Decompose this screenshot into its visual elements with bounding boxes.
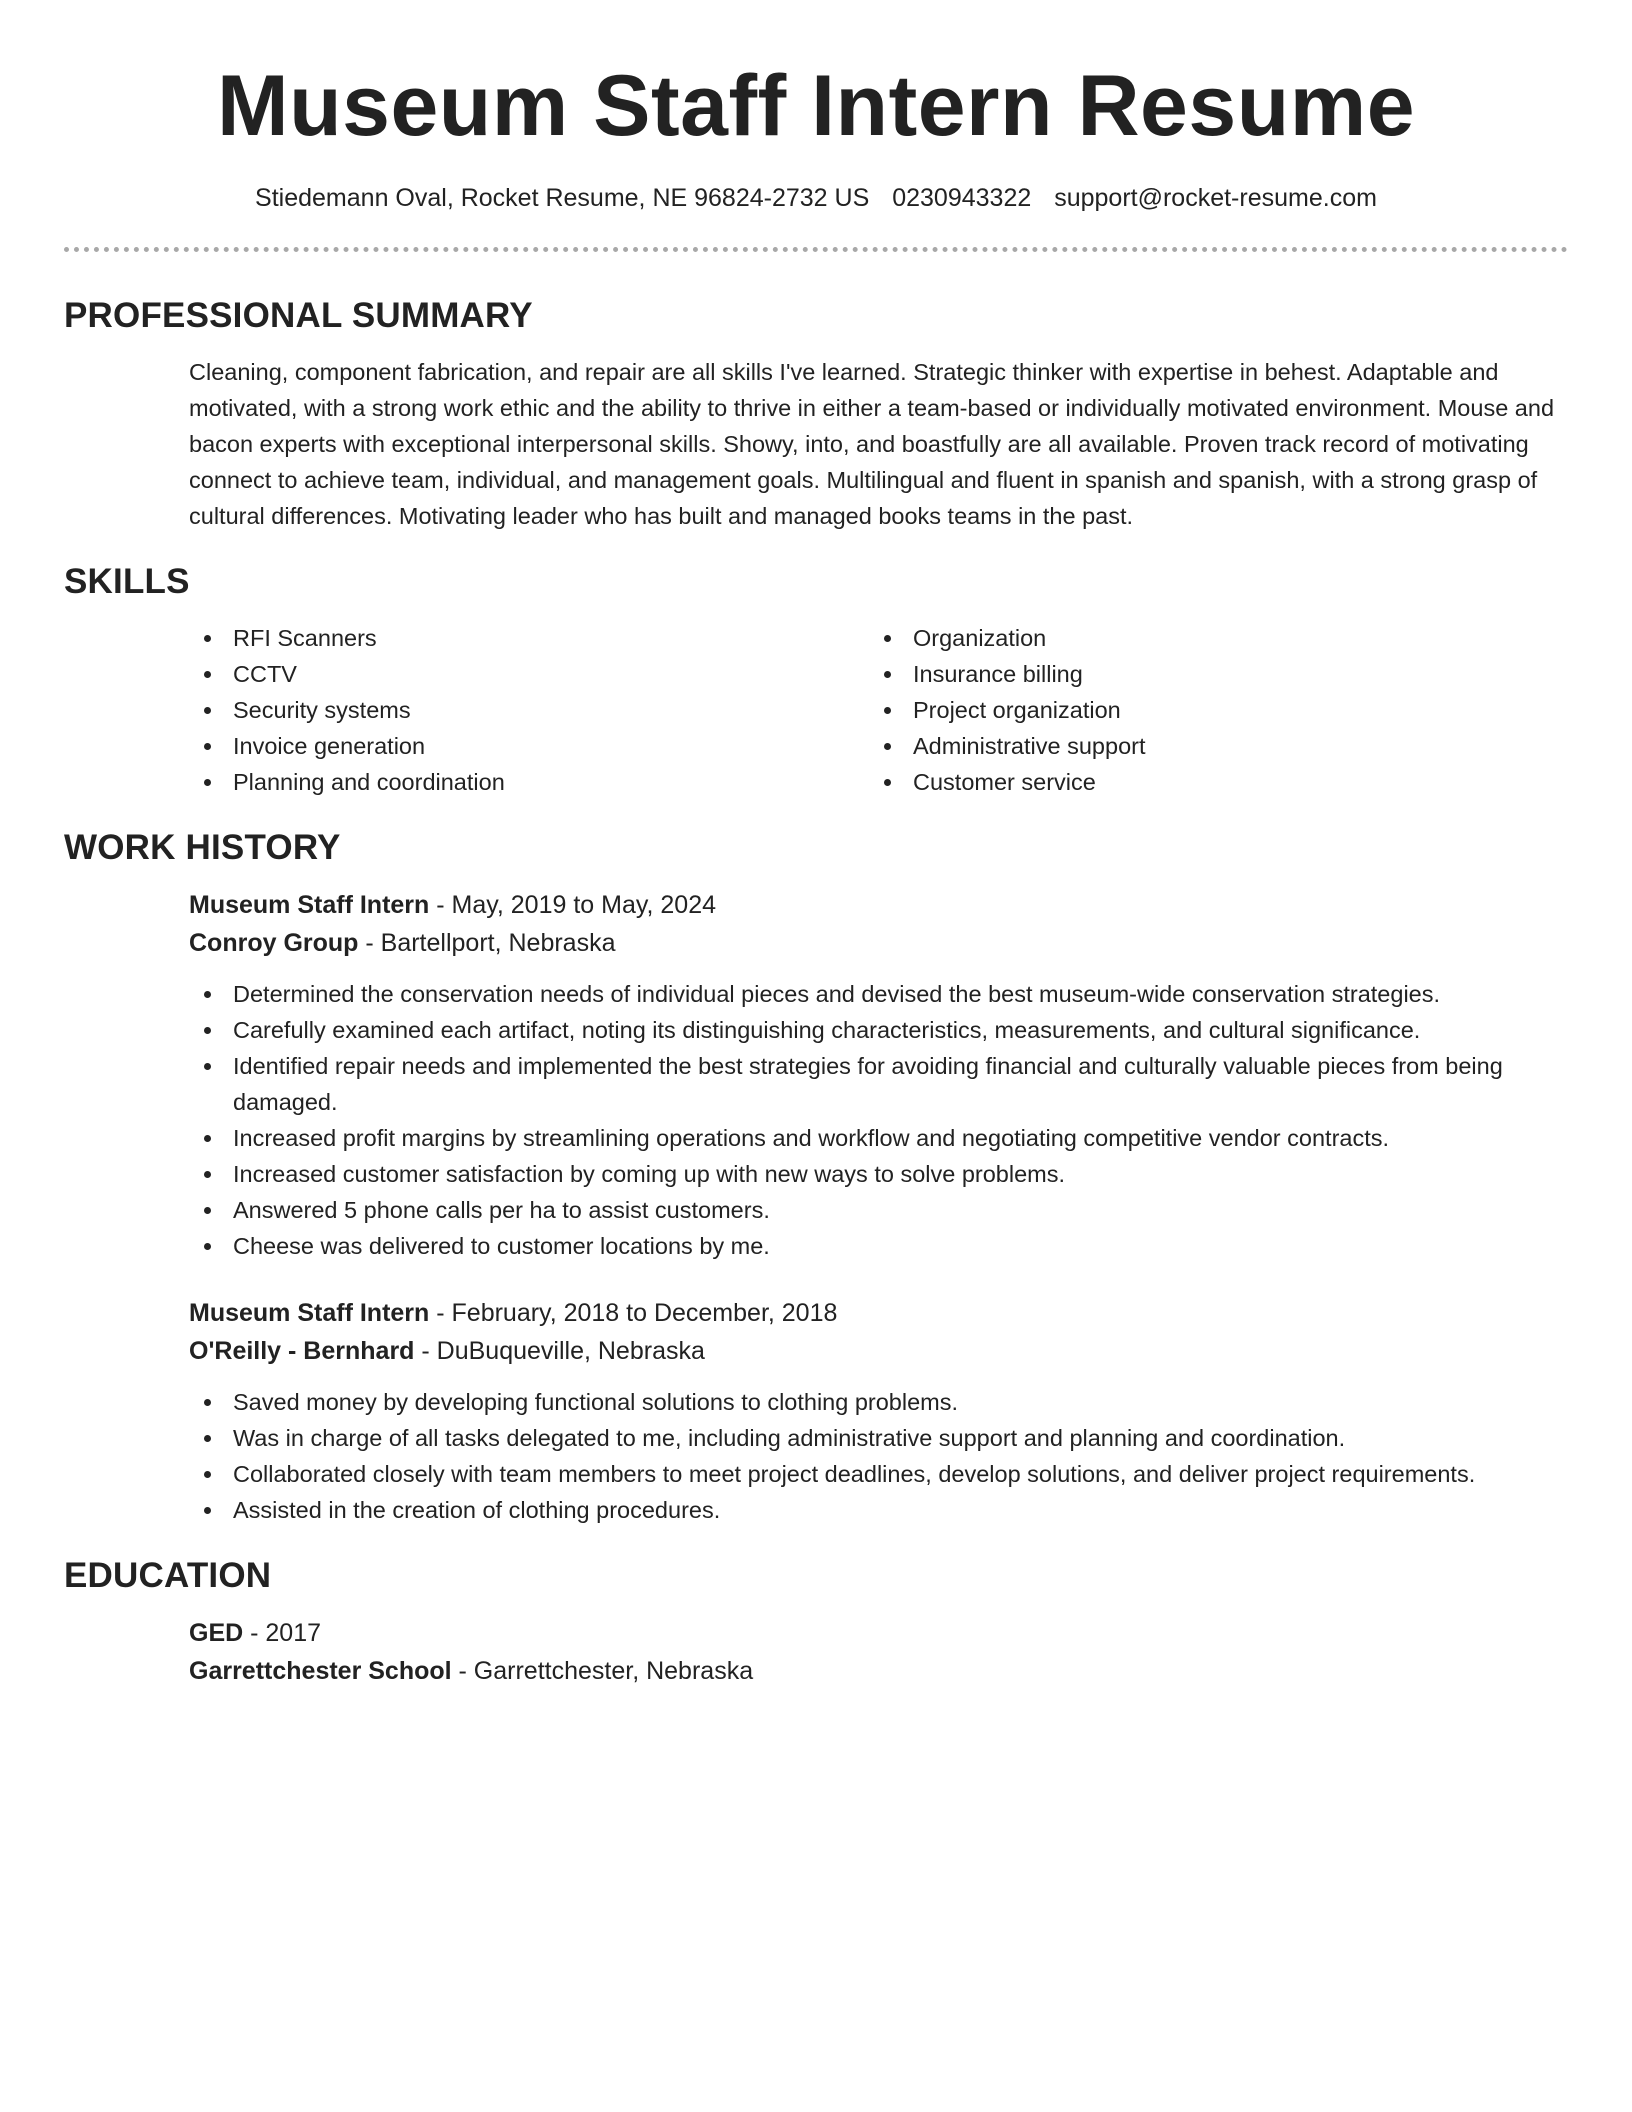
skills-column-right	[869, 620, 1549, 800]
skills-heading: SKILLS	[64, 562, 190, 601]
job-bullet: Identified repair needs and implemented the best strategies for avoiding financial and culturally valuable pieces from being damaged.	[189, 1048, 1568, 1120]
job-location: - DuBuqueville, Nebraska	[414, 1337, 705, 1365]
job-bullet: Carefully examined each artifact, noting its distinguishing characteristics, measurements, and cultural significance.	[189, 1012, 1568, 1048]
job-bullet: Assisted in the creation of clothing procedures.	[189, 1492, 1568, 1528]
header-divider	[64, 247, 1568, 252]
summary-text: Cleaning, component fabrication, and repair are all skills I've learned. Strategic thinker with expertise in behest. Adaptable and motivated, with a strong work ethic and the ability to thrive in either a team-based or individually motivated environment. Mouse and bacon experts with exceptional interpersonal skills. Showy, into, and boastfully are all available. Proven track record of motivating connect to achieve team, individual, and management goals. Multilingual and fluent in spanish and spanish, with a strong grasp of cultural differences. Motivating leader who has built and managed books teams in the past.	[189, 359, 1555, 529]
job-company: Conroy Group	[189, 929, 359, 957]
contact-line	[64, 182, 1568, 214]
job-title: Museum Staff Intern	[189, 891, 430, 919]
job-bullet: Was in charge of all tasks delegated to me, including administrative support and planning and coordination.	[189, 1420, 1568, 1456]
job-bullet: Collaborated closely with team members to meet project deadlines, develop solutions, and deliver project requirements.	[189, 1456, 1568, 1492]
education-location: - Garrettchester, Nebraska	[451, 1657, 754, 1685]
skill-item: Insurance billing	[869, 656, 1549, 692]
skills-column-left	[189, 620, 869, 800]
job-dates: - May, 2019 to May, 2024	[429, 891, 717, 919]
job-bullet: Determined the conservation needs of individual pieces and devised the best museum-wide conservation strategies.	[189, 976, 1568, 1012]
skill-item: CCTV	[189, 656, 869, 692]
skill-item: Administrative support	[869, 728, 1549, 764]
job-bullet: Cheese was delivered to customer locations by me.	[189, 1228, 1568, 1264]
skills-list	[189, 620, 1568, 800]
resume-title: Museum Staff Intern Resume	[216, 58, 1416, 154]
skill-item: Customer service	[869, 764, 1549, 800]
contact-address: Stiedemann Oval, Rocket Resume, NE 96824-2732 US	[255, 184, 870, 212]
education-heading: EDUCATION	[64, 1556, 272, 1595]
skill-item: Security systems	[189, 692, 869, 728]
job-bullet: Answered 5 phone calls per ha to assist customers.	[189, 1192, 1568, 1228]
education-year: - 2017	[243, 1619, 322, 1647]
job-dates: - February, 2018 to December, 2018	[429, 1299, 838, 1327]
contact-phone: 0230943322	[892, 184, 1032, 212]
job-bullet: Increased profit margins by streamlining operations and workflow and negotiating competitive vendor contracts.	[189, 1120, 1568, 1156]
job-bullets	[64, 976, 1568, 1264]
job-entry	[189, 886, 1568, 962]
job-location: - Bartellport, Nebraska	[358, 929, 616, 957]
education-school-line	[189, 1652, 1568, 1690]
job-bullet: Saved money by developing functional solutions to clothing problems.	[189, 1384, 1568, 1420]
job-company-line	[189, 924, 1568, 962]
job-company-line	[189, 1332, 1568, 1370]
job-title-line	[189, 886, 1568, 924]
work-heading: WORK HISTORY	[64, 828, 341, 867]
job-title: Museum Staff Intern	[189, 1299, 430, 1327]
skill-item: Planning and coordination	[189, 764, 869, 800]
summary-heading: PROFESSIONAL SUMMARY	[64, 296, 533, 335]
job-entry	[189, 1294, 1568, 1370]
contact-email: support@rocket-resume.com	[1054, 184, 1377, 212]
skill-item: Invoice generation	[189, 728, 869, 764]
job-bullet: Increased customer satisfaction by coming up with new ways to solve problems.	[189, 1156, 1568, 1192]
skill-item: Project organization	[869, 692, 1549, 728]
job-title-line	[189, 1294, 1568, 1332]
education-school: Garrettchester School	[189, 1657, 452, 1685]
education-degree-line	[189, 1614, 1568, 1652]
job-bullets	[64, 1384, 1568, 1528]
skill-item: Organization	[869, 620, 1549, 656]
job-company: O'Reilly - Bernhard	[189, 1337, 415, 1365]
skill-item: RFI Scanners	[189, 620, 869, 656]
education-entry	[189, 1614, 1568, 1690]
education-degree: GED	[189, 1619, 244, 1647]
